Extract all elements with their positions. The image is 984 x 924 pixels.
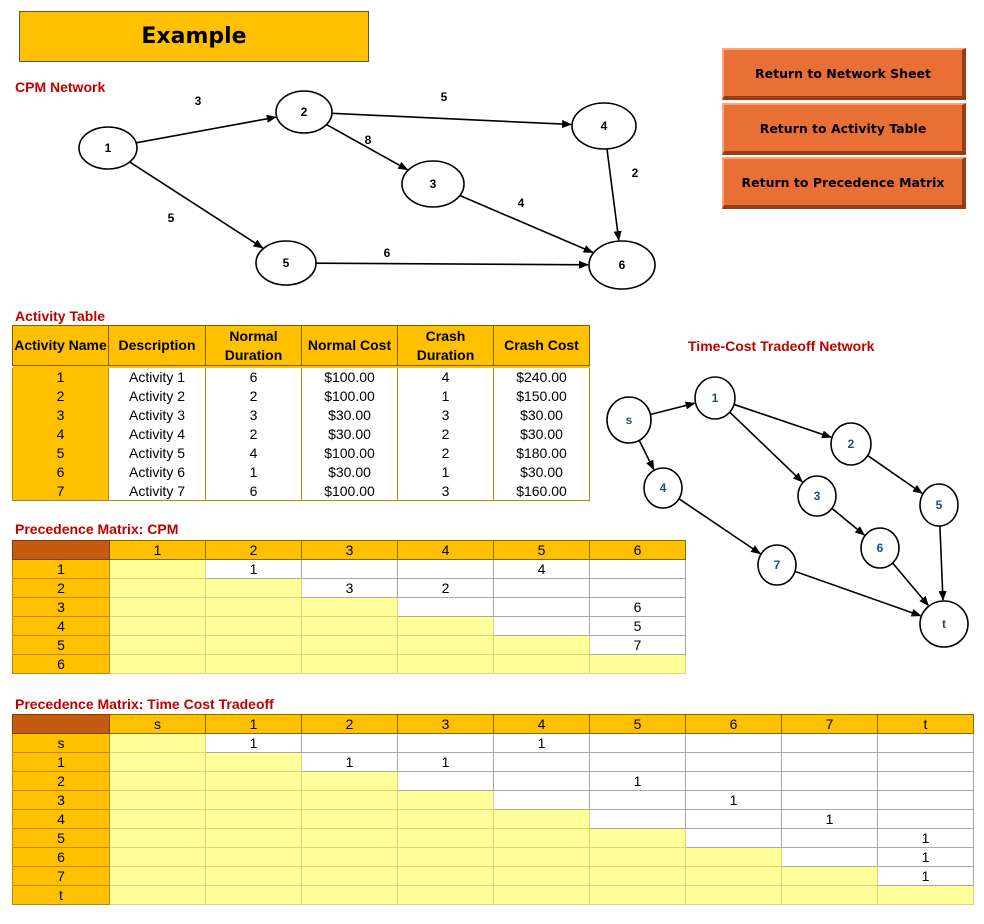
network-node-label: 2 — [847, 437, 855, 451]
matrix-cell[interactable] — [878, 753, 974, 772]
activity-table-cell[interactable]: 6 — [13, 463, 109, 482]
activity-table-cell[interactable]: 6 — [206, 482, 302, 501]
matrix-column-header: 3 — [302, 541, 398, 560]
matrix-cell[interactable] — [206, 848, 302, 867]
matrix-cell[interactable] — [686, 810, 782, 829]
table-row — [13, 810, 974, 829]
network-node-label: t — [942, 617, 946, 631]
matrix-cell[interactable] — [590, 867, 686, 886]
matrix-cell[interactable] — [398, 886, 494, 905]
return-to-network-sheet-button[interactable]: Return to Network Sheet — [722, 48, 966, 100]
table-row — [13, 772, 974, 791]
matrix-cell[interactable] — [302, 636, 398, 655]
matrix-cell[interactable] — [590, 791, 686, 810]
matrix-column-header: t — [878, 715, 974, 734]
table-row — [13, 463, 590, 482]
table-row — [13, 406, 590, 425]
network-edge — [734, 404, 831, 437]
matrix-cell[interactable] — [398, 867, 494, 886]
edge-weight-label: 3 — [194, 94, 202, 108]
network-edge — [868, 456, 922, 494]
network-node-label: 4 — [659, 481, 667, 495]
activity-table-cell[interactable]: 4 — [206, 444, 302, 463]
matrix-cell[interactable] — [590, 734, 686, 753]
matrix-cell[interactable] — [206, 598, 302, 617]
matrix-row-header: 1 — [13, 753, 110, 772]
matrix-cell[interactable] — [686, 753, 782, 772]
matrix-cell[interactable] — [110, 829, 206, 848]
matrix-corner — [13, 715, 110, 734]
matrix-cell[interactable] — [302, 848, 398, 867]
matrix-cell[interactable] — [302, 810, 398, 829]
network-edge — [679, 499, 760, 554]
matrix-column-header: 6 — [686, 715, 782, 734]
matrix-cell[interactable] — [110, 734, 206, 753]
matrix-cell[interactable] — [590, 655, 686, 674]
matrix-cell[interactable] — [878, 810, 974, 829]
activity-table-cell[interactable]: $30.00 — [494, 425, 590, 444]
matrix-cell[interactable]: 3 — [302, 579, 398, 598]
matrix-cell[interactable] — [782, 734, 878, 753]
network-node-label: 3 — [813, 489, 821, 503]
table-row — [13, 579, 686, 598]
matrix-cell[interactable] — [494, 772, 590, 791]
matrix-cell[interactable] — [206, 636, 302, 655]
matrix-cell[interactable] — [206, 829, 302, 848]
activity-table-cell[interactable]: $30.00 — [302, 406, 398, 425]
matrix-cell[interactable] — [206, 655, 302, 674]
table-row — [13, 636, 686, 655]
matrix-cell[interactable] — [110, 867, 206, 886]
network-edge — [639, 440, 654, 469]
table-row — [13, 791, 974, 810]
matrix-row-header: 4 — [13, 617, 110, 636]
activity-table — [12, 325, 590, 501]
activity-table-cell[interactable]: 4 — [13, 425, 109, 444]
activity-table-cell[interactable]: Activity 1 — [109, 368, 206, 387]
network-node-label: 3 — [429, 177, 437, 191]
matrix-cell[interactable] — [302, 772, 398, 791]
activity-table-cell[interactable]: 6 — [206, 368, 302, 387]
activity-table-cell[interactable]: Activity 4 — [109, 425, 206, 444]
table-row — [13, 886, 974, 905]
activity-table-cell[interactable]: 3 — [398, 482, 494, 501]
table-row — [13, 387, 590, 406]
network-edge — [795, 571, 921, 615]
matrix-cell[interactable] — [302, 829, 398, 848]
activity-table-cell[interactable]: Activity 3 — [109, 406, 206, 425]
matrix-cell[interactable] — [878, 772, 974, 791]
matrix-cell[interactable]: 1 — [206, 560, 302, 579]
matrix-cell[interactable] — [686, 848, 782, 867]
tradeoff-precedence-matrix — [12, 714, 974, 905]
activity-table-cell[interactable]: $30.00 — [302, 425, 398, 444]
matrix-cell[interactable]: 1 — [398, 753, 494, 772]
activity-table-header: Description — [109, 326, 206, 366]
activity-table-cell[interactable]: Activity 6 — [109, 463, 206, 482]
matrix-cell[interactable] — [110, 636, 206, 655]
table-row — [13, 482, 590, 501]
matrix-cell[interactable] — [110, 791, 206, 810]
matrix-cell[interactable] — [110, 886, 206, 905]
activity-table-cell[interactable]: $180.00 — [494, 444, 590, 463]
table-row — [13, 753, 974, 772]
edge-weight-label: 2 — [631, 166, 639, 180]
network-node-label: 7 — [773, 558, 781, 572]
matrix-cell[interactable] — [590, 829, 686, 848]
matrix-cell[interactable] — [494, 655, 590, 674]
matrix-cell[interactable]: 2 — [398, 579, 494, 598]
matrix-cell[interactable]: 6 — [590, 598, 686, 617]
matrix-row-header: 7 — [13, 867, 110, 886]
matrix-cell[interactable] — [686, 734, 782, 753]
matrix-cell[interactable] — [782, 848, 878, 867]
network-edge — [650, 403, 694, 414]
matrix-cell[interactable] — [686, 886, 782, 905]
activity-table-cell[interactable]: 7 — [13, 482, 109, 501]
return-to-activity-table-button[interactable]: Return to Activity Table — [722, 103, 966, 155]
activity-table-cell[interactable]: $100.00 — [302, 387, 398, 406]
matrix-header-row — [13, 541, 686, 560]
matrix-column-header: 4 — [494, 715, 590, 734]
activity-table-cell[interactable]: $100.00 — [302, 482, 398, 501]
tradeoff-matrix-label: Precedence Matrix: Time Cost Tradeoff — [15, 696, 274, 712]
matrix-cell[interactable]: 1 — [878, 848, 974, 867]
matrix-cell[interactable] — [494, 886, 590, 905]
activity-table-cell[interactable]: 2 — [398, 425, 494, 444]
network-node-label: 5 — [935, 498, 943, 512]
matrix-cell[interactable] — [206, 772, 302, 791]
activity-table-cell[interactable]: 1 — [398, 463, 494, 482]
matrix-row-header: 6 — [13, 655, 110, 674]
matrix-cell[interactable] — [398, 560, 494, 579]
network-node-label: 4 — [600, 119, 608, 133]
cpm-precedence-matrix — [12, 540, 686, 674]
matrix-cell[interactable] — [206, 617, 302, 636]
activity-table-cell[interactable]: Activity 7 — [109, 482, 206, 501]
matrix-cell[interactable] — [206, 791, 302, 810]
activity-table-cell[interactable]: Activity 5 — [109, 444, 206, 463]
matrix-column-header: 5 — [494, 541, 590, 560]
matrix-cell[interactable] — [686, 829, 782, 848]
matrix-row-header: 3 — [13, 791, 110, 810]
matrix-cell[interactable] — [782, 867, 878, 886]
matrix-header-row — [13, 715, 974, 734]
table-row — [13, 444, 590, 463]
matrix-cell[interactable] — [398, 772, 494, 791]
matrix-cell[interactable] — [398, 848, 494, 867]
matrix-column-header: 1 — [206, 715, 302, 734]
activity-table-cell[interactable]: $100.00 — [302, 444, 398, 463]
matrix-row-header: 3 — [13, 598, 110, 617]
matrix-cell[interactable]: 1 — [878, 867, 974, 886]
matrix-cell[interactable] — [206, 579, 302, 598]
matrix-cell[interactable] — [494, 598, 590, 617]
matrix-cell[interactable]: 1 — [782, 810, 878, 829]
matrix-cell[interactable] — [398, 636, 494, 655]
activity-table-cell[interactable]: 1 — [13, 368, 109, 387]
matrix-row-header: 4 — [13, 810, 110, 829]
matrix-cell[interactable] — [878, 886, 974, 905]
network-edge — [730, 412, 802, 482]
page-title: Example — [19, 11, 369, 62]
matrix-cell[interactable] — [110, 598, 206, 617]
activity-table-cell[interactable]: 5 — [13, 444, 109, 463]
activity-table-cell[interactable]: 1 — [398, 387, 494, 406]
matrix-cell[interactable] — [686, 772, 782, 791]
matrix-row-header: t — [13, 886, 110, 905]
activity-table-header: Crash Cost — [494, 326, 590, 366]
table-row — [13, 368, 590, 387]
matrix-cell[interactable] — [782, 772, 878, 791]
matrix-cell[interactable] — [110, 617, 206, 636]
activity-table-cell[interactable]: 2 — [398, 444, 494, 463]
matrix-cell[interactable] — [782, 829, 878, 848]
matrix-cell[interactable] — [398, 829, 494, 848]
matrix-cell[interactable]: 1 — [302, 753, 398, 772]
activity-table-header: Activity Name — [13, 326, 109, 366]
network-edge — [893, 563, 929, 605]
matrix-cell[interactable] — [302, 791, 398, 810]
table-row — [13, 425, 590, 444]
edge-weight-label: 5 — [167, 211, 175, 225]
matrix-cell[interactable] — [494, 636, 590, 655]
matrix-cell[interactable] — [782, 791, 878, 810]
matrix-cell[interactable] — [110, 560, 206, 579]
table-row — [13, 734, 974, 753]
matrix-cell[interactable]: 4 — [494, 560, 590, 579]
matrix-cell[interactable] — [590, 579, 686, 598]
activity-table-label: Activity Table — [15, 308, 105, 324]
activity-table-header: Normal Cost — [302, 326, 398, 366]
matrix-cell[interactable] — [110, 579, 206, 598]
matrix-row-header: 2 — [13, 772, 110, 791]
activity-table-cell[interactable]: Activity 2 — [109, 387, 206, 406]
return-to-precedence-matrix-button[interactable]: Return to Precedence Matrix — [722, 157, 966, 209]
edge-weight-label: 4 — [517, 196, 525, 210]
activity-table-cell[interactable]: 3 — [13, 406, 109, 425]
tradeoff-network-label: Time-Cost Tradeoff Network — [688, 338, 875, 354]
activity-table-cell[interactable]: 2 — [206, 387, 302, 406]
cpm-matrix-label: Precedence Matrix: CPM — [15, 521, 179, 537]
matrix-cell[interactable] — [590, 886, 686, 905]
matrix-cell[interactable] — [110, 810, 206, 829]
matrix-cell[interactable] — [398, 655, 494, 674]
activity-table-cell[interactable]: $30.00 — [494, 406, 590, 425]
matrix-cell[interactable]: 1 — [878, 829, 974, 848]
matrix-cell[interactable] — [398, 791, 494, 810]
matrix-cell[interactable] — [302, 867, 398, 886]
table-row — [13, 829, 974, 848]
activity-table-cell[interactable]: $30.00 — [302, 463, 398, 482]
network-node-label: 1 — [711, 391, 719, 405]
matrix-cell[interactable] — [110, 753, 206, 772]
matrix-column-header: 1 — [110, 541, 206, 560]
matrix-cell[interactable] — [398, 617, 494, 636]
matrix-cell[interactable] — [494, 753, 590, 772]
matrix-cell[interactable] — [494, 829, 590, 848]
matrix-cell[interactable] — [398, 598, 494, 617]
matrix-cell[interactable] — [206, 753, 302, 772]
matrix-cell[interactable]: 1 — [686, 791, 782, 810]
table-row — [13, 848, 974, 867]
matrix-cell[interactable] — [302, 560, 398, 579]
matrix-cell[interactable] — [782, 886, 878, 905]
matrix-cell[interactable] — [302, 598, 398, 617]
matrix-cell[interactable]: 5 — [590, 617, 686, 636]
activity-table-cell[interactable]: $100.00 — [302, 368, 398, 387]
network-node-label: 2 — [300, 105, 308, 119]
activity-table-cell[interactable]: 2 — [206, 425, 302, 444]
matrix-cell[interactable] — [590, 810, 686, 829]
table-row — [13, 867, 974, 886]
matrix-cell[interactable] — [398, 734, 494, 753]
network-node-label: 1 — [104, 141, 112, 155]
activity-table-header: Normal Duration — [206, 326, 302, 366]
cpm-network-label: CPM Network — [15, 79, 106, 95]
edge-weight-label: 8 — [364, 133, 372, 147]
edge-weight-label: 6 — [383, 246, 391, 260]
activity-table-cell[interactable]: 3 — [206, 406, 302, 425]
matrix-corner — [13, 541, 110, 560]
network-edge — [940, 526, 943, 600]
activity-table-cell[interactable]: $160.00 — [494, 482, 590, 501]
matrix-cell[interactable] — [494, 791, 590, 810]
matrix-row-header: 5 — [13, 829, 110, 848]
network-node-label: 6 — [618, 258, 626, 272]
matrix-cell[interactable] — [110, 655, 206, 674]
matrix-column-header: s — [110, 715, 206, 734]
matrix-cell[interactable] — [782, 753, 878, 772]
activity-table-cell[interactable]: 2 — [13, 387, 109, 406]
table-row — [13, 617, 686, 636]
activity-table-cell[interactable]: $30.00 — [494, 463, 590, 482]
matrix-cell[interactable]: 1 — [206, 734, 302, 753]
matrix-cell[interactable] — [206, 810, 302, 829]
matrix-cell[interactable] — [590, 848, 686, 867]
network-node-label: 5 — [282, 256, 290, 270]
matrix-cell[interactable] — [494, 579, 590, 598]
table-row — [13, 560, 686, 579]
matrix-column-header: 5 — [590, 715, 686, 734]
table-row — [13, 598, 686, 617]
matrix-column-header: 7 — [782, 715, 878, 734]
matrix-cell[interactable] — [302, 886, 398, 905]
matrix-row-header: 2 — [13, 579, 110, 598]
edge-weight-label: 5 — [440, 90, 448, 104]
matrix-row-header: 1 — [13, 560, 110, 579]
matrix-cell[interactable] — [398, 810, 494, 829]
matrix-cell[interactable] — [110, 772, 206, 791]
matrix-row-header: 5 — [13, 636, 110, 655]
activity-table-cell[interactable]: 4 — [398, 368, 494, 387]
matrix-cell[interactable] — [206, 886, 302, 905]
matrix-cell[interactable]: 1 — [494, 734, 590, 753]
matrix-cell[interactable] — [590, 560, 686, 579]
matrix-cell[interactable] — [494, 810, 590, 829]
matrix-cell[interactable] — [302, 734, 398, 753]
matrix-cell[interactable] — [302, 617, 398, 636]
matrix-cell[interactable]: 7 — [590, 636, 686, 655]
matrix-column-header: 2 — [206, 541, 302, 560]
table-row — [13, 655, 686, 674]
matrix-cell[interactable] — [110, 848, 206, 867]
matrix-cell[interactable] — [494, 617, 590, 636]
activity-table-header: Crash Duration — [398, 326, 494, 366]
network-edge — [832, 508, 864, 535]
activity-table-cell[interactable]: 3 — [398, 406, 494, 425]
matrix-cell[interactable] — [878, 791, 974, 810]
matrix-column-header: 2 — [302, 715, 398, 734]
network-node-label: s — [625, 413, 633, 427]
matrix-cell[interactable] — [878, 734, 974, 753]
matrix-cell[interactable] — [494, 867, 590, 886]
activity-table-cell[interactable]: $150.00 — [494, 387, 590, 406]
matrix-cell[interactable] — [686, 867, 782, 886]
matrix-column-header: 3 — [398, 715, 494, 734]
matrix-cell[interactable] — [302, 655, 398, 674]
activity-table-cell[interactable]: 1 — [206, 463, 302, 482]
network-node-label: 6 — [876, 541, 884, 555]
matrix-cell[interactable] — [590, 753, 686, 772]
matrix-row-header: s — [13, 734, 110, 753]
matrix-row-header: 6 — [13, 848, 110, 867]
matrix-column-header: 4 — [398, 541, 494, 560]
matrix-column-header: 6 — [590, 541, 686, 560]
matrix-cell[interactable] — [206, 867, 302, 886]
activity-table-cell[interactable]: $240.00 — [494, 368, 590, 387]
matrix-cell[interactable]: 1 — [590, 772, 686, 791]
matrix-cell[interactable] — [494, 848, 590, 867]
